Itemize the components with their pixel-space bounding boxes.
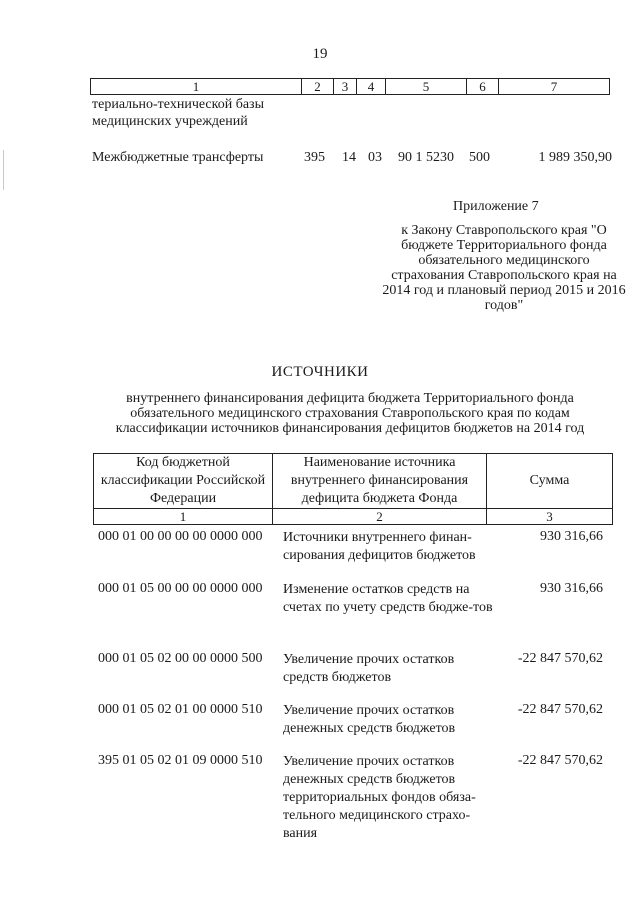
left-margin-line (3, 150, 4, 190)
top-col-5: 5 (385, 78, 467, 95)
row-name: Увеличение прочих остатков денежных средств бюджетов территориальных фондов обяза-тельного медицинского страхо-вания (283, 754, 476, 841)
transfer-c2: 395 (304, 150, 325, 165)
page-number: 19 (312, 46, 328, 62)
row-code: 000 01 00 00 00 00 0000 000 (98, 529, 263, 544)
document-title: ИСТОЧНИКИ (271, 364, 369, 380)
top-col-6: 6 (466, 78, 499, 95)
header-num-3: 3 (486, 508, 613, 525)
header-num-1: 1 (93, 508, 273, 525)
top-col-2: 2 (301, 78, 334, 95)
transfer-name: Межбюджетные трансферты (92, 150, 264, 165)
transfer-c6: 500 (469, 150, 490, 165)
transfer-row (92, 150, 612, 170)
continued-row-text: териально-технической базы медицинских учреждений (92, 97, 264, 129)
row-name: Источники внутреннего финан-сирования дефицитов бюджетов (283, 530, 476, 563)
header-code: Код бюджетной классификации Российской Федерации (93, 453, 273, 509)
annex-law-text: к Закону Ставропольского края "О бюджете Территориального фонда обязательного медицинского страхования Ставропольского края на 2014 год и плановый период 2015 и 2016 годов" (382, 223, 626, 313)
top-col-7: 7 (498, 78, 610, 95)
row-amount: 930 316,66 (540, 581, 603, 596)
top-col-4: 4 (356, 78, 386, 95)
header-num-2: 2 (272, 508, 487, 525)
transfer-c7: 1 989 350,90 (538, 150, 612, 165)
annex-title: Приложение 7 (453, 199, 539, 214)
row-name: Увеличение прочих остатков денежных средств бюджетов (283, 703, 456, 736)
transfer-c4: 03 (368, 150, 382, 165)
row-code: 395 01 05 02 01 09 0000 510 (98, 753, 263, 768)
row-code: 000 01 05 02 00 00 0000 500 (98, 651, 263, 666)
row-code: 000 01 05 02 01 00 0000 510 (98, 702, 263, 717)
header-amount: Сумма (486, 453, 613, 509)
top-col-3: 3 (333, 78, 357, 95)
row-amount: -22 847 570,62 (517, 702, 603, 717)
document-subtitle: внутреннего финансирования дефицита бюджета Территориального фонда обязательного медицинского страхования Ставропольского края по кодам классификации источников финансирования дефицитов бюджетов на 2014 год (115, 391, 585, 436)
row-code: 000 01 05 00 00 00 0000 000 (98, 581, 263, 596)
top-col-1: 1 (90, 78, 302, 95)
row-name: Изменение остатков средств на счетах по учету средств бюдже-тов (283, 582, 493, 615)
row-amount: -22 847 570,62 (517, 753, 603, 768)
row-amount: -22 847 570,62 (517, 651, 603, 666)
transfer-c3: 14 (342, 150, 356, 165)
row-amount: 930 316,66 (540, 529, 603, 544)
row-name: Увеличение прочих остатков средств бюджетов (283, 652, 455, 685)
transfer-c5: 90 1 5230 (398, 150, 454, 165)
header-name: Наименование источника внутреннего финансирования дефицита бюджета Фонда (272, 453, 487, 509)
